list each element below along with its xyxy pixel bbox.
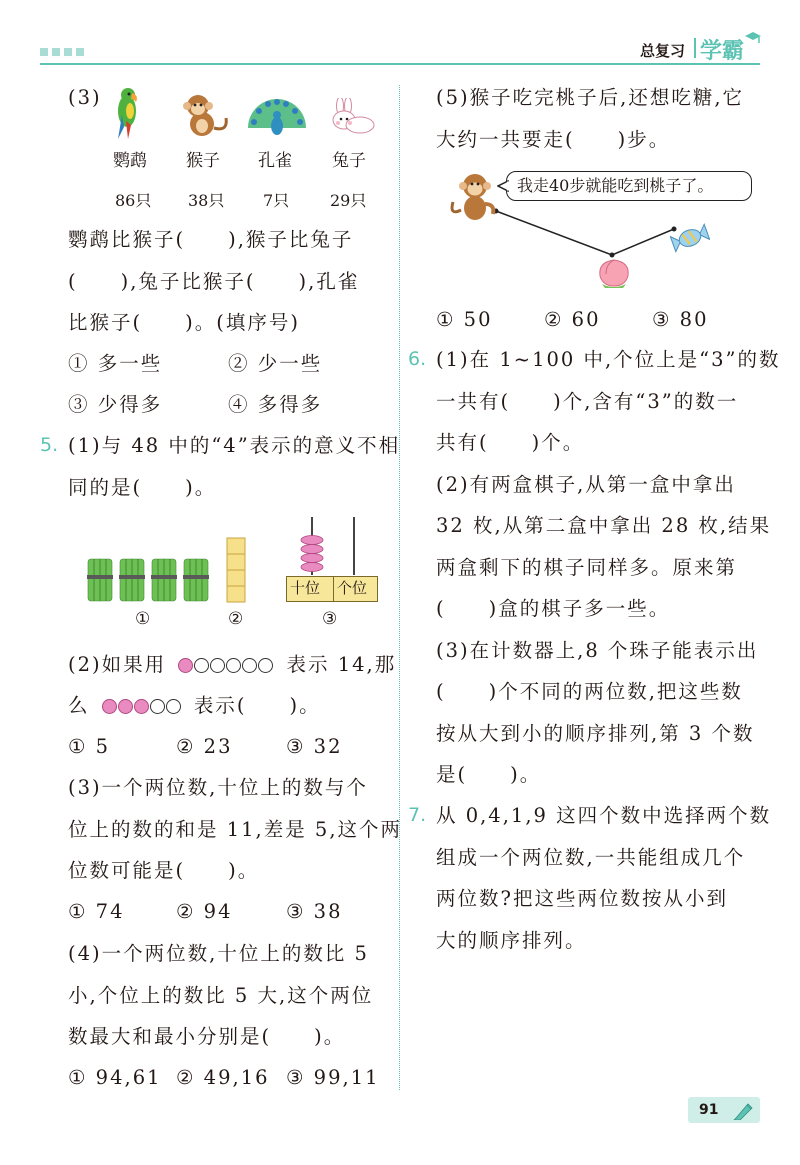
q5-2-option: ① 5 — [68, 735, 111, 758]
q6-line: (2)有两盒棋子,从第一盒中拿出 — [436, 473, 736, 496]
q5-4-line: (4)一个两位数,十位上的数比 5 — [68, 942, 369, 965]
q5-4-line: 数最大和最小分别是( )。 — [68, 1025, 346, 1048]
speech-bubble-tail — [497, 180, 509, 192]
q5-4-option: ③ 99,11 — [286, 1066, 380, 1089]
q7-line: 大的顺序排列。 — [436, 929, 587, 952]
rabbit-icon — [326, 98, 376, 134]
q5-1-option: ② — [228, 609, 244, 629]
abacus-tens-label: 十位 — [290, 579, 321, 597]
animal-count: 29只 — [330, 191, 367, 210]
q4-3-option: ② 少一些 — [228, 352, 323, 375]
stick-bundles-icon — [86, 555, 212, 603]
q5-3-option: ① 74 — [68, 900, 125, 923]
q7-line: 从 0,4,1,9 这四个数中选择两个数 — [436, 804, 772, 827]
q5-5-option: ③ 80 — [652, 308, 709, 331]
animal-name: 兔子 — [332, 151, 366, 171]
header-section: 总复习 — [640, 42, 686, 60]
q5-3-option: ③ 38 — [286, 900, 343, 923]
q6-line: 32 枚,从第二盒中拿出 28 枚,结果 — [436, 514, 772, 537]
animal-count: 7只 — [263, 191, 290, 210]
q5-1-option: ③ — [322, 609, 338, 629]
q5-2-line2 — [68, 696, 321, 716]
pencil-icon — [732, 1100, 754, 1120]
q7-line: 组成一个两位数,一共能组成几个 — [436, 846, 746, 869]
parrot-icon — [112, 85, 142, 141]
speech-text: 我走40步就能吃到桃子了。 — [517, 176, 714, 195]
q5-3-line: (3)一个两位数,十位上的数与个 — [68, 776, 368, 799]
q5-5-option: ② 60 — [544, 308, 601, 331]
q4-3-option: ④ 多得多 — [228, 393, 323, 416]
q5-1-line: 同的是( )。 — [68, 476, 217, 499]
header-rule — [40, 63, 760, 65]
peacock-icon — [246, 94, 308, 136]
cube-stack-icon — [225, 536, 247, 604]
header-square — [40, 48, 48, 56]
peach-icon — [596, 254, 632, 288]
q5-2-line2-prefix: 么 — [68, 694, 90, 717]
q6-line: 按从大到小的顺序排列,第 3 个数 — [436, 722, 755, 745]
q5-4-option: ② 49,16 — [176, 1066, 270, 1089]
abacus-ones-label: 个位 — [337, 579, 368, 597]
q4-3-line: ( ),兔子比猴子( ),孔雀 — [68, 270, 360, 293]
q4-3-option: ③ 少得多 — [68, 393, 163, 416]
q5-2-line — [68, 655, 396, 675]
q6-line: 共有( )个。 — [436, 431, 585, 454]
animal-count: 38只 — [188, 191, 225, 210]
q5-1-line: (1)与 48 中的“4”表示的意义不相 — [68, 434, 401, 457]
header-divider — [694, 38, 696, 58]
q5-2-line2-suffix: 表示( )。 — [193, 694, 321, 717]
q7-number: 7. — [408, 804, 427, 826]
q5-2-mid: 表示 14,那 — [286, 653, 397, 676]
q4-3-line: 鹦鹉比猴子( ),猴子比兔子 — [68, 228, 354, 251]
animal-count: 86只 — [115, 191, 152, 210]
q5-1-option: ① — [135, 609, 151, 629]
abacus-base-divider — [333, 576, 334, 602]
q6-line: (3)在计数器上,8 个珠子能表示出 — [436, 639, 759, 662]
q5-5-line: (5)猴子吃完桃子后,还想吃糖,它 — [436, 86, 745, 109]
header-brand: 学霸 — [700, 39, 745, 64]
q4-3-number: (3) — [68, 86, 102, 109]
monkey-icon — [449, 170, 499, 222]
q6-line: 一共有( )个,含有“3”的数一 — [436, 390, 739, 413]
q5-4-line: 小,个位上的数比 5 大,这个两位 — [68, 984, 374, 1007]
q5-5-option: ① 50 — [436, 308, 493, 331]
path-line-icon — [480, 205, 700, 275]
q5-3-line: 位数可能是( )。 — [68, 859, 260, 882]
q5-2-option: ② 23 — [176, 735, 233, 758]
q6-line: 是( )。 — [436, 763, 542, 786]
animal-name: 猴子 — [186, 151, 220, 171]
page-number-tab — [688, 1097, 760, 1123]
animal-name: 孔雀 — [258, 151, 292, 171]
page-number: 91 — [699, 1102, 719, 1118]
q5-number: 5. — [40, 434, 59, 456]
grad-cap-icon — [744, 30, 762, 46]
header-square — [64, 48, 72, 56]
candy-icon — [670, 222, 710, 254]
circles-14-icon — [178, 653, 282, 676]
q6-number: 6. — [408, 348, 427, 370]
q5-3-option: ② 94 — [176, 900, 233, 923]
q5-3-line: 位上的数的和是 11,差是 5,这个两 — [68, 818, 403, 841]
q4-3-line: 比猴子( )。(填序号) — [68, 311, 300, 334]
header-square — [76, 48, 84, 56]
q6-line: 两盒剩下的棋子同样多。原来第 — [436, 556, 738, 579]
q5-4-option: ① 94,61 — [68, 1066, 162, 1089]
q5-2-prefix: (2)如果用 — [68, 653, 167, 676]
q5-2-option: ③ 32 — [286, 735, 343, 758]
q6-line: (1)在 1~100 中,个位上是“3”的数 — [436, 348, 781, 371]
monkey-icon — [178, 92, 230, 138]
q6-line: ( )盒的棋子多一些。 — [436, 597, 671, 620]
header-square — [52, 48, 60, 56]
circles-unknown-icon — [102, 694, 190, 717]
column-divider — [399, 85, 400, 1090]
q6-line: ( )个不同的两位数,把这些数 — [436, 680, 743, 703]
q7-line: 两位数?把这些两位数按从小到 — [436, 887, 728, 910]
q5-5-line: 大约一共要走( )步。 — [436, 128, 671, 151]
animal-name: 鹦鹉 — [113, 151, 147, 171]
q4-3-option: ① 多一些 — [68, 352, 163, 375]
abacus-icon — [286, 515, 378, 575]
